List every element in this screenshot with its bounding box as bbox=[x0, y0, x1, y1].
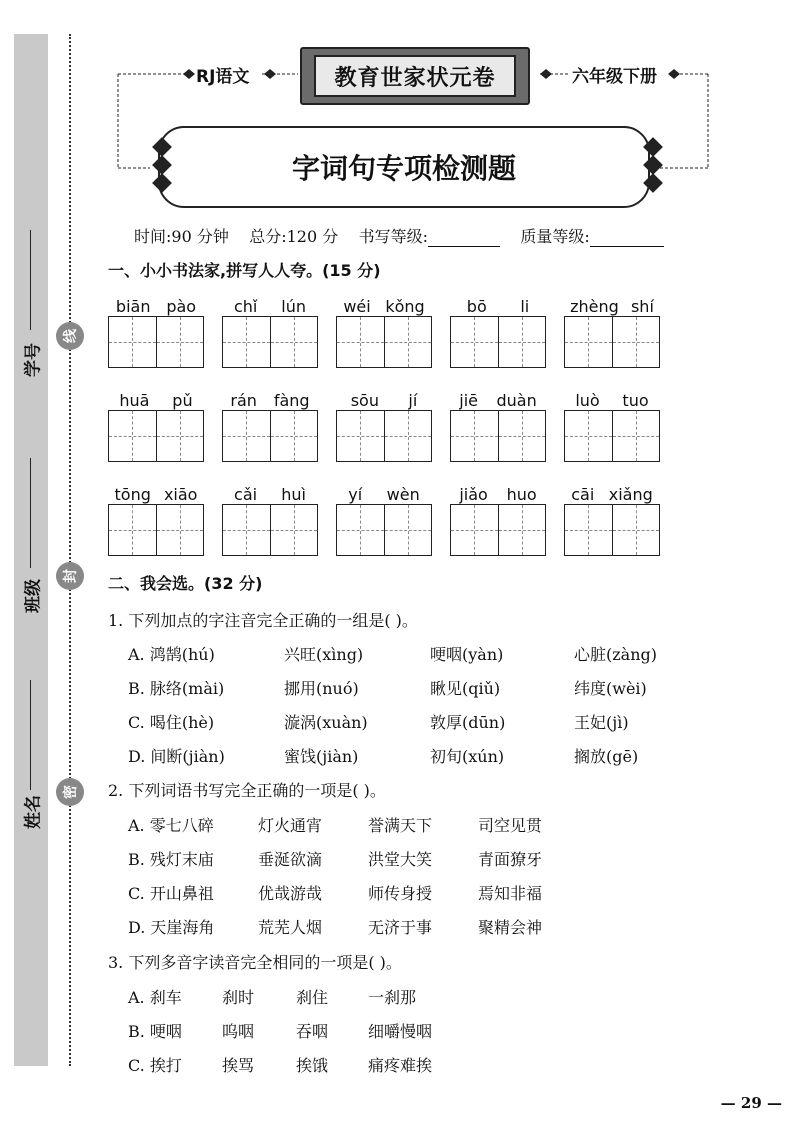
pinyin-group bbox=[108, 292, 204, 368]
option-item: 无济于事 bbox=[368, 918, 433, 937]
pinyin-group bbox=[336, 480, 432, 556]
writing-cell[interactable] bbox=[271, 411, 318, 461]
option-item: D. 天崖海角 bbox=[128, 918, 215, 937]
series-banner-text: 教育世家状元卷 bbox=[314, 55, 516, 97]
pinyin-group bbox=[564, 292, 660, 368]
question-2-stem: 2. 下列词语书写完全正确的一项是( )。 bbox=[108, 781, 386, 800]
writing-cell[interactable] bbox=[223, 505, 271, 555]
option-item: 师传身授 bbox=[368, 884, 433, 903]
option-item: 细嚼慢咽 bbox=[368, 1022, 433, 1041]
option-item: 吞咽 bbox=[296, 1022, 329, 1041]
writing-cell[interactable] bbox=[157, 505, 204, 555]
writing-cell[interactable] bbox=[565, 505, 613, 555]
pinyin-syllable: lún bbox=[281, 297, 307, 316]
option-item: 初旬(xún) bbox=[430, 747, 505, 766]
pinyin-syllable: tuo bbox=[622, 391, 649, 410]
writing-cell[interactable] bbox=[613, 317, 660, 367]
option-item: 王妃(jì) bbox=[574, 713, 629, 732]
pinyin-group bbox=[222, 386, 318, 462]
writing-grid bbox=[222, 411, 318, 462]
pinyin-group bbox=[108, 386, 204, 462]
writing-cell[interactable] bbox=[499, 317, 546, 367]
name-blank bbox=[30, 680, 31, 790]
writing-cell[interactable] bbox=[613, 411, 660, 461]
pinyin-syllable: jí bbox=[408, 391, 418, 410]
writing-cell[interactable] bbox=[499, 505, 546, 555]
writing-grid bbox=[450, 505, 546, 556]
option-item: 灯火通宵 bbox=[258, 816, 323, 835]
pinyin-syllable: shí bbox=[630, 297, 654, 316]
option-item: 瞅见(qiǔ) bbox=[430, 679, 501, 698]
pinyin-label bbox=[450, 480, 546, 505]
question-1-stem: 1. 下列加点的字注音完全正确的一组是( )。 bbox=[108, 611, 418, 630]
pinyin-group bbox=[222, 292, 318, 368]
writing-cell[interactable] bbox=[109, 505, 157, 555]
pinyin-syllable: jiǎo bbox=[459, 485, 488, 504]
quality-grade-blank[interactable] bbox=[590, 232, 664, 247]
option-item: 敦厚(dūn) bbox=[430, 713, 506, 732]
writing-cell[interactable] bbox=[271, 317, 318, 367]
class-label: 班级 bbox=[23, 579, 44, 613]
quality-grade-label: 质量等级: bbox=[520, 227, 590, 246]
writing-cell[interactable] bbox=[157, 411, 204, 461]
option-item: D. 间断(jiàn) bbox=[128, 747, 225, 766]
option-item: C. 挨打 bbox=[128, 1056, 182, 1075]
writing-cell[interactable] bbox=[337, 505, 385, 555]
option-item: 荒芜人烟 bbox=[258, 918, 323, 937]
writing-grid bbox=[108, 411, 204, 462]
option-item: A. 刹车 bbox=[128, 988, 182, 1007]
option-item: 搁放(gē) bbox=[574, 747, 639, 766]
option-item: 挨饿 bbox=[296, 1056, 329, 1075]
pinyin-group bbox=[336, 292, 432, 368]
option-item: B. 脉络(mài) bbox=[128, 679, 225, 698]
writing-grid bbox=[336, 411, 432, 462]
pinyin-syllable: duàn bbox=[496, 391, 537, 410]
pinyin-syllable: li bbox=[520, 297, 530, 316]
class-blank bbox=[30, 458, 31, 568]
option-item: 焉知非福 bbox=[478, 884, 543, 903]
pinyin-syllable: biān bbox=[115, 297, 151, 316]
option-item: 挪用(nuó) bbox=[284, 679, 359, 698]
option-item: 痛疼难挨 bbox=[368, 1056, 433, 1075]
pinyin-syllable: pǔ bbox=[172, 391, 193, 410]
writing-cell[interactable] bbox=[271, 505, 318, 555]
section2-heading: 二、我会选。(32 分) bbox=[108, 574, 263, 593]
pinyin-syllable: wéi bbox=[343, 297, 371, 316]
writing-cell[interactable] bbox=[565, 317, 613, 367]
pinyin-group bbox=[450, 386, 546, 462]
question-3-stem: 3. 下列多音字读音完全相同的一项是( )。 bbox=[108, 953, 402, 972]
writing-cell[interactable] bbox=[223, 317, 271, 367]
pinyin-syllable: huo bbox=[506, 485, 537, 504]
pinyin-syllable: chǐ bbox=[233, 297, 258, 316]
writing-cell[interactable] bbox=[385, 411, 432, 461]
pinyin-group bbox=[450, 480, 546, 556]
pinyin-label bbox=[108, 292, 204, 317]
writing-cell[interactable] bbox=[109, 317, 157, 367]
page-number: — 29 — bbox=[720, 1094, 782, 1112]
option-item: B. 哽咽 bbox=[128, 1022, 182, 1041]
writing-cell[interactable] bbox=[565, 411, 613, 461]
writing-cell[interactable] bbox=[337, 411, 385, 461]
pinyin-syllable: sōu bbox=[350, 391, 379, 410]
pinyin-label bbox=[222, 386, 318, 411]
writing-grade-blank[interactable] bbox=[428, 232, 500, 247]
pinyin-syllable: bō bbox=[466, 297, 487, 316]
pinyin-syllable: cāi bbox=[571, 485, 595, 504]
option-item: 聚精会神 bbox=[478, 918, 543, 937]
option-item: C. 喝住(hè) bbox=[128, 713, 215, 732]
seal-dense-badge: 密 bbox=[56, 778, 84, 806]
writing-grid bbox=[336, 505, 432, 556]
option-item: A. 零七八碎 bbox=[128, 816, 214, 835]
pinyin-syllable: huā bbox=[119, 391, 150, 410]
pinyin-label bbox=[336, 386, 432, 411]
option-item: C. 开山鼻祖 bbox=[128, 884, 214, 903]
option-item: 垂涎欲滴 bbox=[258, 850, 323, 869]
pinyin-syllable: yí bbox=[348, 485, 363, 504]
option-item: 青面獠牙 bbox=[478, 850, 543, 869]
pinyin-label bbox=[222, 480, 318, 505]
series-banner bbox=[300, 47, 530, 105]
writing-cell[interactable] bbox=[109, 411, 157, 461]
exam-info bbox=[134, 224, 664, 247]
writing-cell[interactable] bbox=[337, 317, 385, 367]
pinyin-label bbox=[108, 386, 204, 411]
writing-cell[interactable] bbox=[157, 317, 204, 367]
pinyin-group bbox=[450, 292, 546, 368]
time-info: 时间:90 分钟 bbox=[134, 227, 229, 246]
writing-grid bbox=[222, 505, 318, 556]
pinyin-group bbox=[564, 386, 660, 462]
option-item: 刹住 bbox=[296, 988, 329, 1007]
pinyin-syllable: zhèng bbox=[570, 297, 619, 316]
option-item: B. 残灯末庙 bbox=[128, 850, 214, 869]
pinyin-syllable: pào bbox=[166, 297, 197, 316]
option-item: 洪堂大笑 bbox=[368, 850, 433, 869]
seal-line-badge: 线 bbox=[56, 322, 84, 350]
writing-cell[interactable] bbox=[385, 505, 432, 555]
pinyin-syllable: xiǎng bbox=[608, 485, 653, 504]
option-item: 誉满天下 bbox=[368, 816, 433, 835]
writing-cell[interactable] bbox=[451, 317, 499, 367]
option-item: 哽咽(yàn) bbox=[430, 645, 504, 664]
writing-grid bbox=[108, 505, 204, 556]
pinyin-label bbox=[222, 292, 318, 317]
option-item: A. 鸿鹄(hú) bbox=[128, 645, 215, 664]
pinyin-label bbox=[108, 480, 204, 505]
option-item: 漩涡(xuàn) bbox=[284, 713, 368, 732]
option-item: 呜咽 bbox=[222, 1022, 255, 1041]
pinyin-group bbox=[564, 480, 660, 556]
option-item: 司空见贯 bbox=[478, 816, 543, 835]
writing-grid bbox=[564, 411, 660, 462]
pinyin-label bbox=[450, 292, 546, 317]
option-item: 挨骂 bbox=[222, 1056, 255, 1075]
writing-grid bbox=[336, 317, 432, 368]
pinyin-syllable: jiē bbox=[459, 391, 478, 410]
pinyin-group bbox=[108, 480, 204, 556]
pinyin-label bbox=[564, 386, 660, 411]
subject-tag: RJ语文 bbox=[196, 67, 250, 87]
student-id-blank bbox=[30, 230, 31, 330]
option-item: 心脏(zàng) bbox=[574, 645, 658, 664]
writing-cell[interactable] bbox=[223, 411, 271, 461]
pinyin-syllable: huì bbox=[281, 485, 306, 504]
grade-tag: 六年级下册 bbox=[572, 67, 657, 87]
pinyin-syllable: fàng bbox=[273, 391, 310, 410]
pinyin-label bbox=[336, 292, 432, 317]
writing-grid bbox=[450, 317, 546, 368]
student-id-label: 学号 bbox=[23, 343, 44, 377]
pinyin-label bbox=[564, 292, 660, 317]
pinyin-syllable: rán bbox=[230, 391, 257, 410]
pinyin-group bbox=[336, 386, 432, 462]
option-item: 兴旺(xìng) bbox=[284, 645, 364, 664]
pinyin-label bbox=[450, 386, 546, 411]
option-item: 刹时 bbox=[222, 988, 255, 1007]
pinyin-label bbox=[336, 480, 432, 505]
writing-grid bbox=[564, 317, 660, 368]
pinyin-syllable: xiāo bbox=[163, 485, 198, 504]
pinyin-syllable: cǎi bbox=[234, 485, 258, 504]
seal-seal-badge: 封 bbox=[56, 562, 84, 590]
option-item: 蜜饯(jiàn) bbox=[284, 747, 359, 766]
name-label: 姓名 bbox=[23, 795, 44, 829]
score-info: 总分:120 分 bbox=[249, 227, 339, 246]
option-item: 一刹那 bbox=[368, 988, 417, 1007]
writing-grid bbox=[108, 317, 204, 368]
section1-heading: 一、小小书法家,拼写人人夸。(15 分) bbox=[108, 261, 381, 280]
pinyin-syllable: kǒng bbox=[385, 297, 425, 316]
writing-grid bbox=[450, 411, 546, 462]
writing-cell[interactable] bbox=[451, 411, 499, 461]
writing-cell[interactable] bbox=[385, 317, 432, 367]
pinyin-syllable: wèn bbox=[386, 485, 420, 504]
option-item: 纬度(wèi) bbox=[574, 679, 647, 698]
pinyin-syllable: luò bbox=[575, 391, 600, 410]
writing-cell[interactable] bbox=[613, 505, 660, 555]
page-title: 字词句专项检测题 bbox=[158, 126, 650, 208]
writing-grid bbox=[564, 505, 660, 556]
writing-grade-label: 书写等级: bbox=[358, 227, 428, 246]
pinyin-syllable: tōng bbox=[114, 485, 151, 504]
option-item: 优哉游哉 bbox=[258, 884, 323, 903]
writing-cell[interactable] bbox=[451, 505, 499, 555]
pinyin-label bbox=[564, 480, 660, 505]
writing-grid bbox=[222, 317, 318, 368]
pinyin-group bbox=[222, 480, 318, 556]
writing-cell[interactable] bbox=[499, 411, 546, 461]
